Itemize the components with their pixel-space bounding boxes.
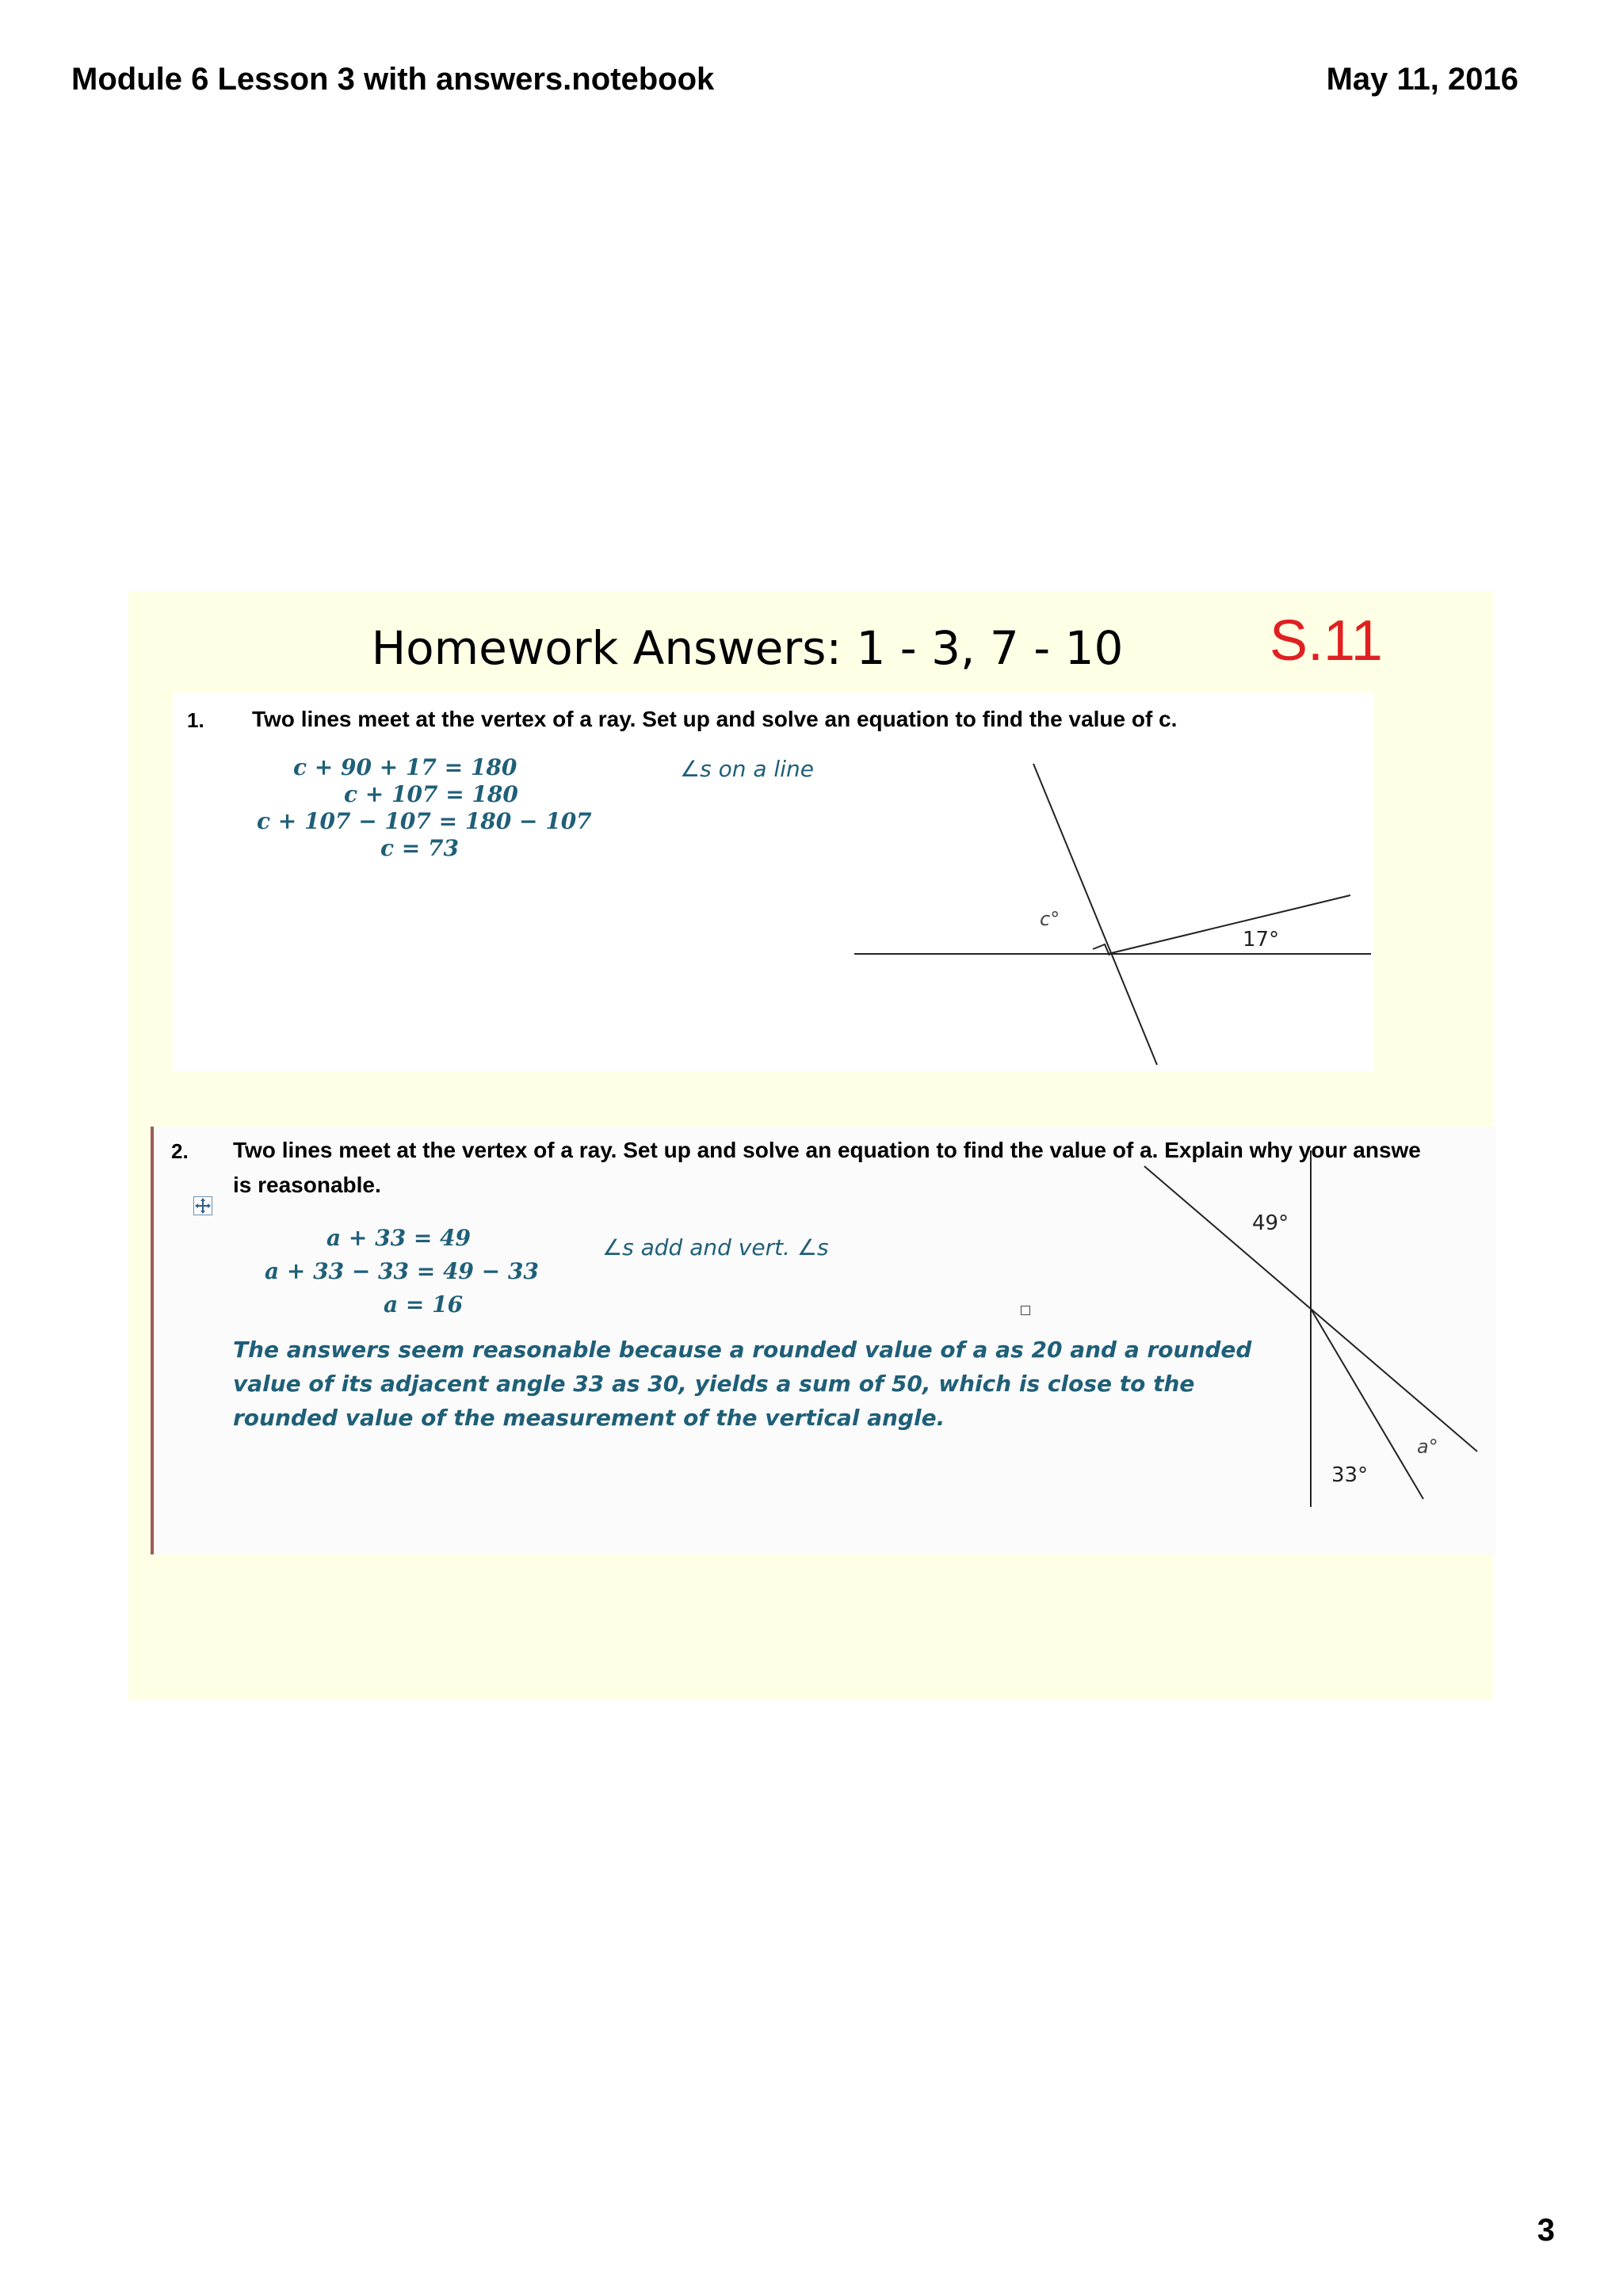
angle-c-label: c° <box>1040 908 1060 930</box>
handle-square-icon[interactable] <box>1021 1306 1030 1315</box>
problem-1-question: Two lines meet at the vertex of a ray. Set up and solve an equation to find the value of c. <box>252 707 1178 731</box>
problem-2-reason: ∠s add and vert. ∠s <box>602 1234 829 1261</box>
problem-2-number: 2. <box>171 1139 189 1163</box>
angle-33-label: 33° <box>1331 1463 1369 1487</box>
problem-2-equation-1: a + 33 = 49 <box>327 1225 471 1251</box>
problem-2-question-line-2: is reasonable. <box>233 1173 381 1197</box>
slide-title-text: Homework Answers: 1 - 3, 7 - 10 <box>371 621 1124 675</box>
problem-1-equation-2: c + 107 = 180 <box>344 781 518 807</box>
slide <box>128 591 1493 1700</box>
explanation-line-1: The answers seem reasonable because a rounded value of a as 20 and a rounded <box>233 1337 1252 1363</box>
explanation-line-2: value of its adjacent angle 33 as 30, yields a sum of 50, which is close to the <box>233 1371 1195 1397</box>
problem-2-diagram <box>1128 1142 1493 1554</box>
problem-1-equation-3: c + 107 − 107 = 180 − 107 <box>257 808 592 834</box>
angle-17-label: 17° <box>1243 928 1280 952</box>
problem-1-number: 1. <box>187 708 204 732</box>
problem-2-equation-3: a = 16 <box>384 1291 464 1318</box>
problem-1-reason: ∠s on a line <box>680 756 814 782</box>
explanation-line-3: rounded value of the measurement of the vertical angle. <box>233 1405 945 1431</box>
slide-tag: S.11 <box>1270 609 1383 673</box>
problem-1-panel <box>173 692 1374 1071</box>
problem-1-diagram <box>846 740 1374 1071</box>
document-date: May 11, 2016 <box>1326 62 1518 97</box>
problem-2-explanation <box>233 1333 1251 1435</box>
problem-2-equation-2: a + 33 − 33 = 49 − 33 <box>265 1258 539 1284</box>
problem-2-question-line-1: Two lines meet at the vertex of a ray. Set up and solve an equation to find the value of a. Explain why your answe <box>233 1138 1421 1162</box>
document-title: Module 6 Lesson 3 with answers.notebook <box>71 62 715 97</box>
problem-2-panel <box>151 1127 1496 1554</box>
ray-line <box>1108 895 1350 954</box>
problem-1-equation-1: c + 90 + 17 = 180 <box>293 754 517 780</box>
page-number: 3 <box>1537 2213 1555 2248</box>
move-icon[interactable] <box>193 1196 212 1215</box>
angle-a-label: a° <box>1417 1436 1438 1458</box>
angle-49-label: 49° <box>1252 1211 1289 1235</box>
problem-1-equation-4: c = 73 <box>380 835 459 861</box>
